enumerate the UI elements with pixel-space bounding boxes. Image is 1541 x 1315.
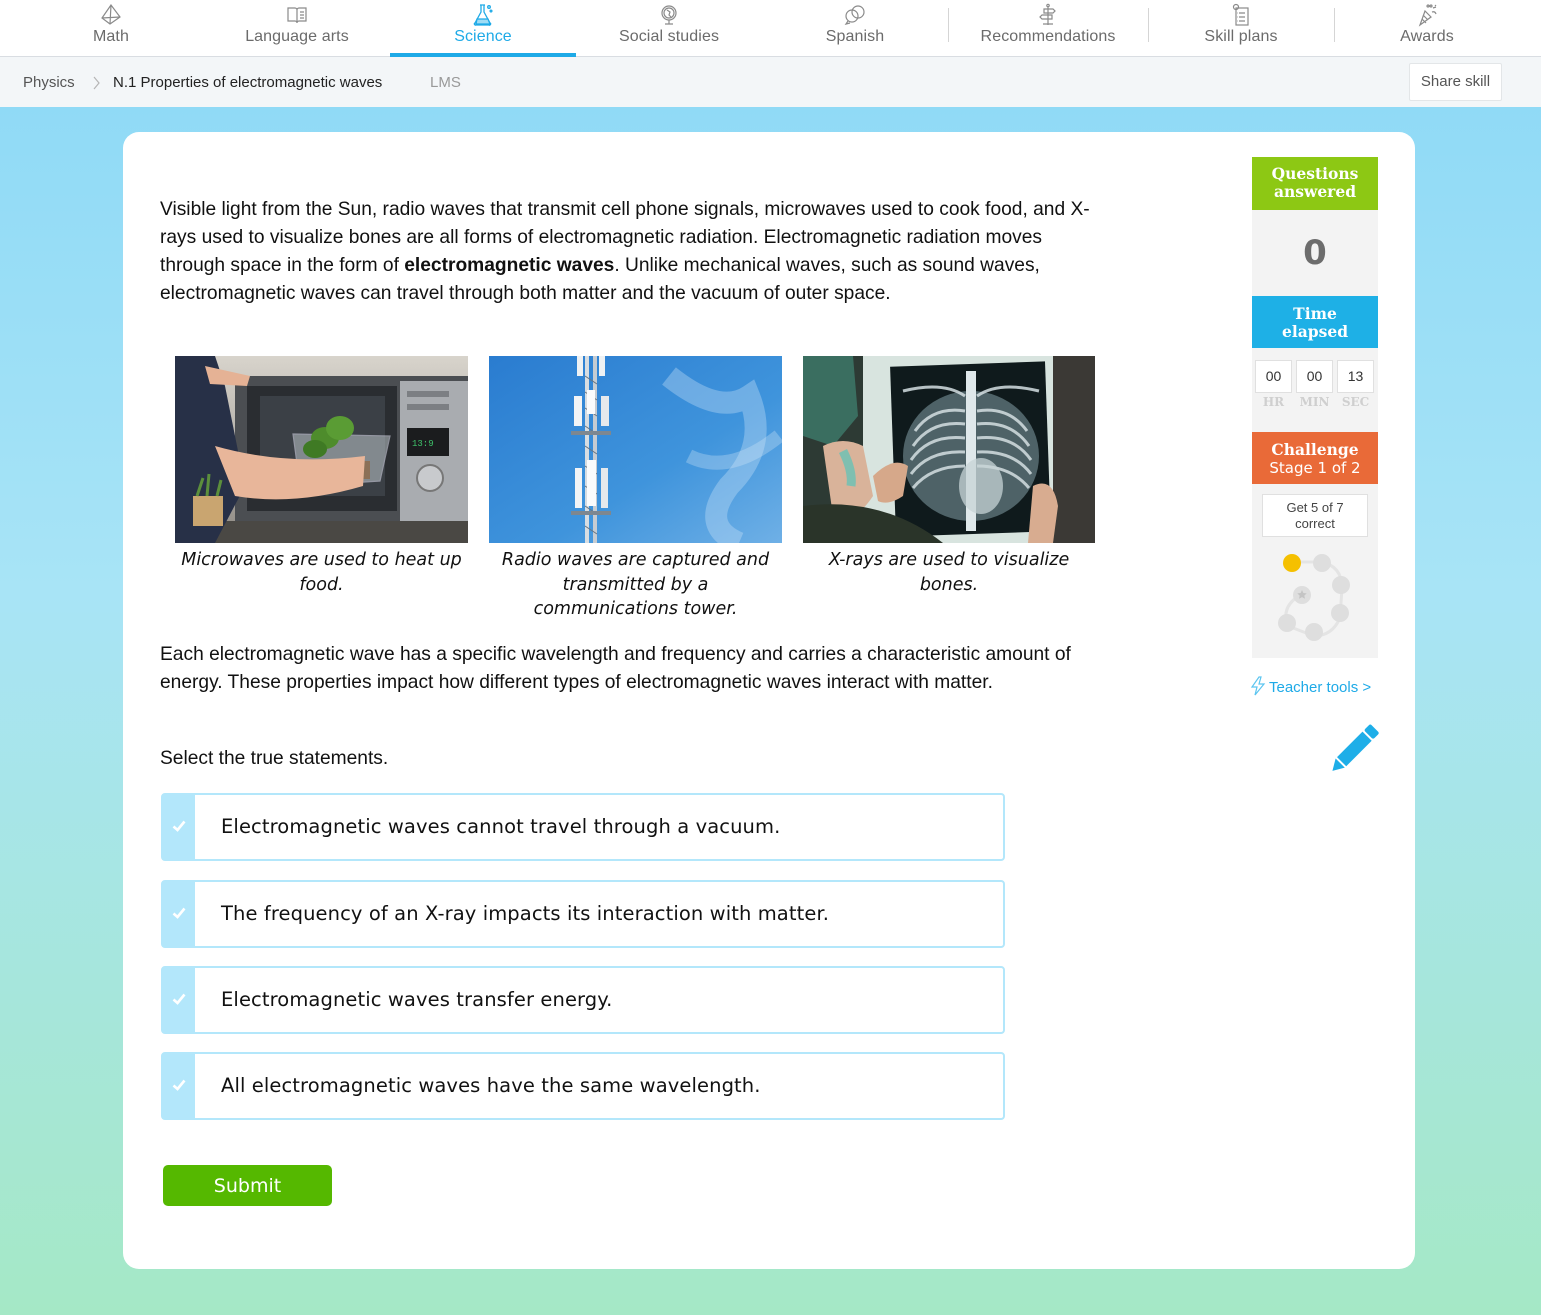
- option-checkbox[interactable]: [163, 968, 195, 1032]
- option-text: Electromagnetic waves cannot travel through a vacuum.: [221, 815, 781, 838]
- top-nav: [0, 0, 1541, 57]
- nav-tab-math[interactable]: [18, 0, 204, 56]
- timer-label-min: MIN: [1299, 395, 1330, 409]
- checklist-icon: [1229, 3, 1253, 27]
- signpost-icon: [1036, 3, 1060, 27]
- nav-label: Spanish: [825, 28, 885, 45]
- figure-caption: X-rays are used to visualize bones.: [828, 550, 1070, 595]
- option-text: All electromagnetic waves have the same wavelength.: [221, 1074, 761, 1097]
- breadcrumb-skill: N.1 Properties of electromagnetic waves: [113, 74, 383, 91]
- figure-cell-tower: [489, 356, 782, 622]
- timer-hours: 00: [1255, 360, 1292, 393]
- practice-card: [123, 132, 1415, 1269]
- breadcrumb-subject[interactable]: Physics: [23, 74, 75, 91]
- teacher-tools-label: Teacher tools >: [1269, 679, 1372, 696]
- progress-sidebar: [1252, 157, 1378, 658]
- timer-seconds: 13: [1337, 360, 1374, 393]
- checkmark-icon: [172, 1079, 186, 1091]
- nav-tab-social-studies[interactable]: [576, 0, 762, 56]
- share-skill-button[interactable]: Share skill: [1409, 63, 1502, 101]
- pencil-icon[interactable]: [1328, 724, 1380, 776]
- questions-answered-count: 0: [1252, 210, 1378, 296]
- option-checkbox[interactable]: [163, 1054, 195, 1118]
- nav-tab-skill-plans[interactable]: [1148, 0, 1334, 56]
- figure-xray: [803, 356, 1095, 597]
- header-line: Time: [1293, 304, 1337, 323]
- cell-tower-photo: [489, 356, 782, 543]
- figure-caption: Radio waves are captured and transmitted by a communications tower.: [501, 550, 770, 619]
- option-checkbox[interactable]: [163, 795, 195, 859]
- goal-line: Get 5 of 7: [1286, 500, 1344, 515]
- teacher-tools-link[interactable]: [1250, 676, 1371, 696]
- speech-bubbles-icon: [843, 3, 867, 27]
- nav-label: Recommendations: [980, 28, 1116, 45]
- nav-tab-recommendations[interactable]: [955, 0, 1141, 56]
- nav-label: Science: [454, 28, 512, 45]
- option-text: The frequency of an X-ray impacts its interaction with matter.: [221, 902, 830, 925]
- nav-divider: [948, 8, 949, 42]
- nav-label: Social studies: [618, 28, 720, 45]
- chest-xray-photo: [803, 356, 1095, 543]
- intro-text: Visible light from the Sun, radio waves that transmit cell phone signals, microwaves used to cook food, and X-rays used to visualize bones are all forms of electromagnetic radiation. Electromagnetic radiation moves through space in the form of: [160, 199, 1090, 276]
- challenge-progress-ring: [1272, 548, 1362, 644]
- questions-answered-header: [1252, 157, 1378, 210]
- nav-label: Awards: [1400, 28, 1454, 45]
- challenge-panel: [1252, 484, 1378, 658]
- answer-option-2[interactable]: [161, 880, 1005, 948]
- svg-text:13:9: 13:9: [412, 439, 434, 449]
- timer: [1252, 348, 1378, 432]
- timer-label-sec: SEC: [1341, 395, 1370, 409]
- header-line: Challenge: [1271, 440, 1359, 459]
- time-elapsed-header: [1252, 296, 1378, 348]
- nav-label: Language arts: [245, 28, 349, 45]
- globe-icon: [657, 3, 681, 27]
- chevron-right-icon: [93, 76, 101, 90]
- intro-paragraph: [160, 196, 1090, 308]
- properties-paragraph: Each electromagnetic wave has a specific wavelength and frequency and carries a characteristic amount of energy. These properties impact how different types of electromagnetic waves interact with matter.: [160, 644, 1071, 693]
- nav-tab-awards[interactable]: [1334, 0, 1520, 56]
- nav-label: Math: [93, 28, 129, 45]
- figure-microwave: [175, 356, 468, 597]
- figure-caption: Microwaves are used to heat up food.: [181, 550, 462, 595]
- microwave-photo: [175, 356, 468, 543]
- breadcrumb: [0, 57, 1541, 107]
- nav-tab-language-arts[interactable]: [204, 0, 390, 56]
- book-icon: [285, 3, 309, 27]
- progress-dot-complete: [1283, 554, 1301, 572]
- nav-label: Skill plans: [1204, 28, 1278, 45]
- intro-text: . Unlike mechanical waves, such as sound waves, electromagnetic waves can travel through both matter and the vacuum of outer space.: [160, 255, 1040, 304]
- challenge-header: [1252, 432, 1378, 484]
- checkmark-icon: [172, 907, 186, 919]
- header-line: answered: [1273, 182, 1357, 201]
- answer-option-4[interactable]: [161, 1052, 1005, 1120]
- intro-bold-term: electromagnetic waves: [404, 255, 615, 276]
- lms-tag: LMS: [430, 74, 461, 91]
- answer-option-1[interactable]: [161, 793, 1005, 861]
- submit-button[interactable]: Submit: [163, 1165, 332, 1206]
- option-text: Electromagnetic waves transfer energy.: [221, 988, 613, 1011]
- flask-icon: [471, 3, 495, 27]
- header-line: elapsed: [1281, 322, 1349, 341]
- checkmark-icon: [172, 993, 186, 1005]
- challenge-goal: [1262, 494, 1368, 537]
- question-prompt: Select the true statements.: [160, 748, 389, 769]
- nav-tab-science[interactable]: [390, 0, 576, 56]
- lightning-icon: [1250, 676, 1266, 696]
- header-line: Questions: [1271, 164, 1359, 183]
- party-popper-icon: [1415, 3, 1439, 27]
- nav-tab-spanish[interactable]: [762, 0, 948, 56]
- timer-label-hr: HR: [1262, 395, 1285, 409]
- timer-minutes: 00: [1296, 360, 1333, 393]
- checkmark-icon: [172, 820, 186, 832]
- pyramid-icon: [99, 3, 123, 27]
- answer-option-3[interactable]: [161, 966, 1005, 1034]
- option-checkbox[interactable]: [163, 882, 195, 946]
- stage-label: Stage 1 of 2: [1269, 459, 1361, 477]
- goal-line: correct: [1295, 516, 1335, 531]
